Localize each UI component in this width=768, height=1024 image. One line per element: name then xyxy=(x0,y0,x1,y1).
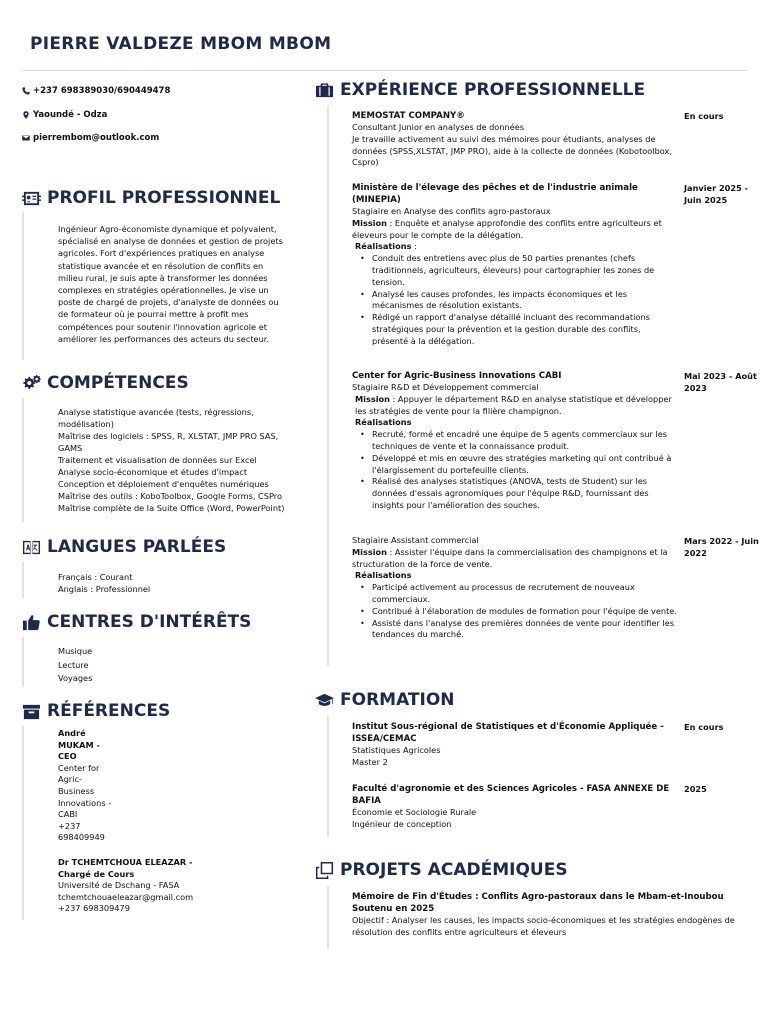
list-item: • Rédigé un rapport d'analyse détaillé incluant des recommandations stratégiques pour la prévention et la gestion durable des conflits, présenté à la délégation. xyxy=(352,312,678,347)
phone-text: +237 698389030/690449478 xyxy=(33,86,171,96)
reference-phone: +237 698309479 xyxy=(58,903,130,914)
references-bar xyxy=(22,726,24,920)
entry-date: Janvier 2025 - Juin 2025 xyxy=(684,183,749,205)
entry-mission xyxy=(352,547,678,571)
phone-icon xyxy=(22,87,30,95)
archive-box-icon xyxy=(22,702,41,721)
skills-section-title xyxy=(22,373,189,393)
list-item: Maîtrise des outils : KoboToolbox, Google Forms, CSPro xyxy=(58,491,282,501)
copy-icon xyxy=(315,861,334,880)
entry-field: Économie et Sociologie Rurale xyxy=(352,807,477,817)
achievements-heading xyxy=(352,241,678,253)
entry-role: Stagiaire Assistant commercial xyxy=(352,535,479,545)
list-item: Analyse socio-économique et études d'impact xyxy=(58,467,248,477)
languages-bar xyxy=(22,562,24,598)
briefcase-icon xyxy=(315,81,334,100)
entry-title: Institut Sous-régional de Statistiques et d'Économie Appliquée - ISSEA/CEMAC xyxy=(352,722,664,744)
thumbs-up-icon xyxy=(22,613,41,632)
entry-title: Faculté d'agronomie et des Sciences Agricoles - FASA ANNEXE DE BAFIA xyxy=(352,784,670,806)
entry-description: Je travaille activement au suivi des mémoires pour étudiants, analyses de données (SPSS,XLSTAT, JMP PRO), aide à la collecte de données (Kobotoolbox, Cspro) xyxy=(352,133,672,168)
reference-org: Université de Dschang - FASA xyxy=(58,880,180,891)
contact-location xyxy=(22,110,107,120)
list-item: Anglais : Professionnel xyxy=(58,584,151,594)
skills-title-text: COMPÉTENCES xyxy=(47,373,189,393)
references-title-text: RÉFÉRENCES xyxy=(47,701,171,721)
mission-label: Mission xyxy=(352,546,387,557)
achievements-suffix: : xyxy=(411,241,417,252)
entry-field: Statistiques Agricoles xyxy=(352,745,441,755)
mission-text: : Assister l'équipe dans la commercialisation des champignons et la structuration de la force de vente. xyxy=(352,546,668,569)
list-item: • Recruté, formé et encadré une équipe de 5 agents commerciaux sur les techniques de vente et la connaissance produit. xyxy=(352,429,678,453)
header-divider xyxy=(22,70,748,71)
achievements-heading xyxy=(352,570,678,582)
achievements-list xyxy=(352,429,678,512)
interests-bar xyxy=(22,637,24,687)
entry-degree: Ingénieur de conception xyxy=(352,818,452,829)
entry-date: En cours xyxy=(684,111,724,121)
list-item: Lecture xyxy=(58,659,89,670)
reference-phone: +237 698409949 xyxy=(58,820,105,843)
achievements-label: Réalisations xyxy=(355,241,412,252)
entry-date: 2025 xyxy=(684,784,707,794)
reference-2 xyxy=(58,857,208,915)
mission-text: : Enquête et analyse approfondie des conflits entre agriculteurs et éleveurs pour le compte de la délégation. xyxy=(352,217,662,240)
list-item: Français : Courant xyxy=(58,572,133,582)
languages-title-text: LANGUES PARLÉES xyxy=(47,537,227,557)
profile-section-title xyxy=(22,188,280,208)
entry-role: Stagiaire en Analyse des conflits agro-pastoraux xyxy=(352,206,551,216)
entry-role: Stagiaire R&D et Développement commercial xyxy=(352,382,539,392)
list-item: Voyages xyxy=(58,673,93,684)
list-item: Analyse statistique avancée (tests, régressions, modélisation) xyxy=(58,407,254,429)
list-item: Maîtrise complète de la Suite Office (Word, PowerPoint) xyxy=(58,503,285,513)
reference-email[interactable]: tchemtchouaeleazar@gmail.com xyxy=(58,891,194,902)
project-description: Objectif : Analyser les causes, les impacts socio-économiques et les stratégies endogènes de résolution des conflits entre agriculteurs et éleveurs xyxy=(352,915,735,937)
reference-org: Center for Agric-Business Innovations - CABI xyxy=(58,762,112,820)
list-item: • Analysé les causes profondes, les impacts économiques et les mécanismes de résolution existants. xyxy=(352,289,678,313)
mission-label: Mission xyxy=(352,217,387,228)
mission-label: Mission xyxy=(355,393,390,404)
list-item: Musique xyxy=(58,646,93,656)
education-title-text: FORMATION xyxy=(340,690,455,710)
list-item: • Réalisé des analyses statistiques (ANOVA, tests de Student) sur les données d'essais agronomiques pour l'équipe R&D, fournissant des insights pour l'amélioration des souches. xyxy=(352,476,678,511)
skills-list xyxy=(58,406,298,514)
achievements-heading xyxy=(352,417,678,429)
experience-entry-4 xyxy=(352,535,678,641)
entry-date: Mars 2022 - Juin 2022 xyxy=(684,536,759,558)
entry-title: Ministère de l'élevage des pêches et de l'industrie animale (MINEPIA) xyxy=(352,183,638,205)
experience-title-text: EXPÉRIENCE PROFESSIONNELLE xyxy=(340,80,646,100)
achievements-list xyxy=(352,253,678,347)
entry-title: Center for Agric-Business Innovations CABI xyxy=(352,371,562,381)
entry-mission xyxy=(352,394,678,418)
candidate-name: PIERRE VALDEZE MBOM MBOM xyxy=(30,34,332,54)
languages-list xyxy=(58,571,150,595)
experience-bar xyxy=(327,106,329,666)
experience-entry-1 xyxy=(352,110,678,169)
projects-title-text: PROJETS ACADÉMIQUES xyxy=(340,860,568,880)
entry-date: Mai 2023 - Août 2023 xyxy=(684,371,757,393)
profile-summary: Ingénieur Agro-économiste dynamique et polyvalent, spécialisé en analyse de données et gestion de projets agricoles. Fort d'expériences pratiques en analyse statistique avancée et en résolution de conflits en milieu rural, je suis apte à transformer les données complexes en stratégies opérationnelles. Je vise un poste de chargé de projets, d'analyste de données ou de formateur où je pourrai mettre à profit mes compétences pour soutenir l'innovation agricole et améliorer les performances des acteurs du secteur. xyxy=(58,224,283,344)
references-section-title xyxy=(22,701,170,721)
reference-1 xyxy=(58,728,114,844)
list-item: • Assisté dans l'analyse des premières données de vente pour identifier les tendances du marché. xyxy=(352,618,678,642)
experience-entry-2 xyxy=(352,182,678,348)
interests-section-title xyxy=(22,612,251,632)
mission-text: : Appuyer le département R&D en analyse statistique et développer les stratégies de vente pour la filière champignon. xyxy=(355,393,672,416)
list-item: • Contribué à l'élaboration de modules de formation pour l'équipe de vente. xyxy=(352,606,678,618)
contact-phone xyxy=(22,86,170,96)
language-icon xyxy=(22,538,41,557)
list-item: Maîtrise des logiciels : SPSS, R, XLSTAT, JMP PRO SAS, GAMS xyxy=(58,431,279,453)
experience-entry-3 xyxy=(352,370,678,512)
reference-name: André MUKAM - CEO xyxy=(58,728,100,762)
profile-title-text: PROFIL PROFESSIONNEL xyxy=(47,188,281,208)
education-bar xyxy=(327,716,329,836)
projects-bar xyxy=(327,886,329,948)
project-title: Mémoire de Fin d'Études : Conflits Agro-pastoraux dans le Mbam-et-Inoubou Soutenu en 2025 xyxy=(352,892,724,914)
email-text[interactable]: pierrembom@outlook.com xyxy=(33,133,160,143)
entry-role: Consultant Junior en analyses de données xyxy=(352,122,525,132)
reference-name: Dr TCHEMTCHOUA ELEAZAR - Chargé de Cours xyxy=(58,857,193,879)
entry-title: MEMOSTAT COMPANY® xyxy=(352,111,465,121)
entry-mission xyxy=(352,218,678,242)
entry-date: En cours xyxy=(684,722,724,732)
achievements-list xyxy=(352,582,678,641)
list-item: Conception et déploiement d'enquêtes numériques xyxy=(58,479,269,489)
envelope-icon xyxy=(22,134,30,142)
education-entry-2 xyxy=(352,783,678,831)
gears-icon xyxy=(22,374,41,393)
map-pin-icon xyxy=(22,111,30,119)
projects-section-title xyxy=(315,860,568,880)
project-entry xyxy=(352,891,752,939)
list-item: • Participé activement au processus de recrutement de nouveaux commerciaux. xyxy=(352,582,678,606)
interests-list xyxy=(58,645,92,686)
education-section-title xyxy=(315,690,455,710)
list-item: • Conduit des entretiens avec plus de 50 parties prenantes (chefs traditionnels, agriculteurs, éleveurs) pour cartographier les zones de tension. xyxy=(352,253,678,288)
experience-section-title xyxy=(315,80,645,100)
skills-bar xyxy=(22,398,24,522)
interests-title-text: CENTRES D'INTÉRÊTS xyxy=(47,612,252,632)
achievements-label: Réalisations xyxy=(355,570,412,581)
profile-bar xyxy=(22,212,24,360)
education-entry-1 xyxy=(352,721,678,769)
languages-section-title xyxy=(22,537,226,557)
list-item: • Développé et mis en œuvre des stratégies marketing qui ont contribué à l'élargissement du portefeuille clients. xyxy=(352,453,678,477)
graduation-cap-icon xyxy=(315,691,334,710)
location-text: Yaoundé - Odza xyxy=(33,110,108,120)
achievements-label: Réalisations xyxy=(355,417,412,428)
entry-degree: Master 2 xyxy=(352,756,388,767)
profile-icon xyxy=(22,189,41,208)
contact-email[interactable] xyxy=(22,133,159,143)
list-item: Traitement et visualisation de données sur Excel xyxy=(58,455,257,465)
